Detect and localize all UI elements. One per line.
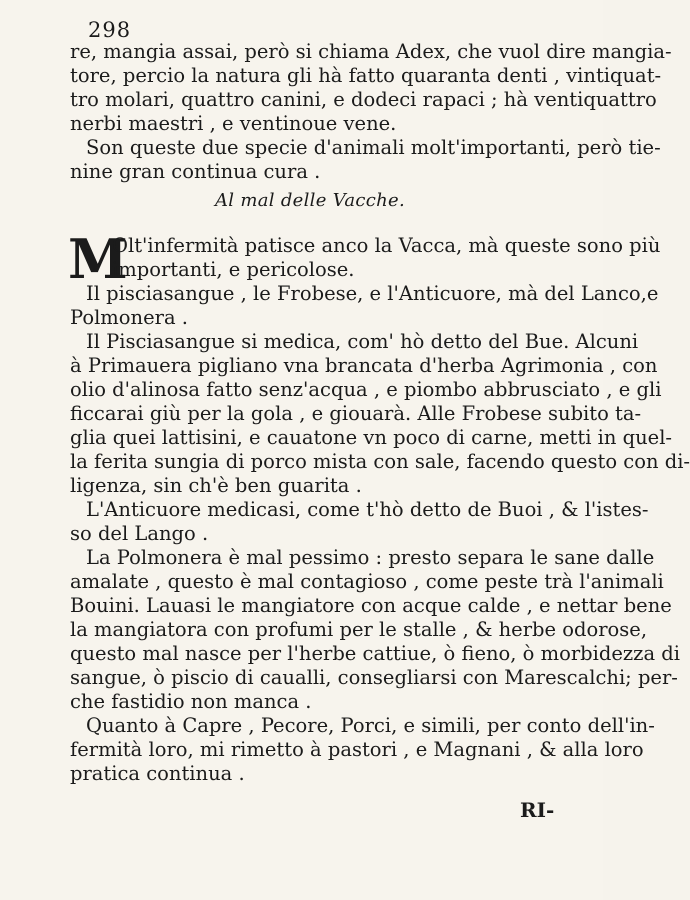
text-line: fermità loro, mi rimetto à pastori , e Magnani , & alla loro [70,738,644,761]
text-line: amalate , questo è mal contagioso , come peste trà l'animali [70,570,664,593]
text-line: ficcarai giù per la gola , e giouarà. Alle Frobese subito ta- [70,402,642,425]
text-line: sangue, ò piscio di caualli, consegliarsi con Marescalchi; per- [70,666,678,689]
text-line: glia quei lattisini, e cauatone vn poco di carne, metti in quel- [70,426,673,449]
section-heading: Al mal delle Vacche. [215,190,406,211]
text-line: Bouini. Lauasi le mangiatore con acque calde , e nettar bene [70,594,672,617]
text-line: questo mal nasce per l'herbe cattiue, ò fieno, ò morbidezza di [70,642,681,665]
page-number: 298 [88,18,132,42]
text-line: Quanto à Capre , Pecore, Porci, e simili, per conto dell'in- [86,714,655,737]
text-line: tro molari, quattro canini, e dodeci rapaci ; hà ventiquattro [70,88,657,111]
text-line: Il pisciasangue , le Frobese, e l'Anticuore, mà del Lanco,e [86,282,659,305]
text-line: ligenza, sin ch'è ben guarita . [70,474,362,497]
catchword: RI- [520,798,555,822]
text-line: Son queste due specie d'animali molt'importanti, però tie- [86,136,661,159]
text-line: la ferita sungia di porco mista con sale, facendo questo con di- [70,450,690,473]
text-line: Il Pisciasangue si medica, com' hò detto del Bue. Alcuni [86,330,639,353]
text-line: nerbi maestri , e ventinoue vene. [70,112,397,135]
text-line: importanti, e pericolose. [112,258,355,281]
text-line: La Polmonera è mal pessimo : presto separa le sane dalle [86,546,655,569]
text-line: che fastidio non manca . [70,690,312,713]
text-line: tore, percio la natura gli hà fatto quaranta denti , vintiquat- [70,64,662,87]
text-line: à Primauera pigliano vna brancata d'herba Agrimonia , con [70,354,658,377]
text-line: Polmonera . [70,306,188,329]
text-line: pratica continua . [70,762,245,785]
text-line: olio d'alinosa fatto senz'acqua , e piombo abbrusciato , e gli [70,378,662,401]
text-line: nine gran continua cura . [70,160,321,183]
text-line: L'Anticuore medicasi, come t'hò detto de Buoi , & l'istes- [86,498,649,521]
text-line: so del Lango . [70,522,209,545]
drop-cap: M [68,227,128,291]
text-line: re, mangia assai, però si chiama Adex, che vuol dire mangia- [70,40,672,63]
text-line: la mangiatora con profumi per le stalle , & herbe odorose, [70,618,648,641]
text-line: Olt'infermità patisce anco la Vacca, mà queste sono più [112,234,661,257]
